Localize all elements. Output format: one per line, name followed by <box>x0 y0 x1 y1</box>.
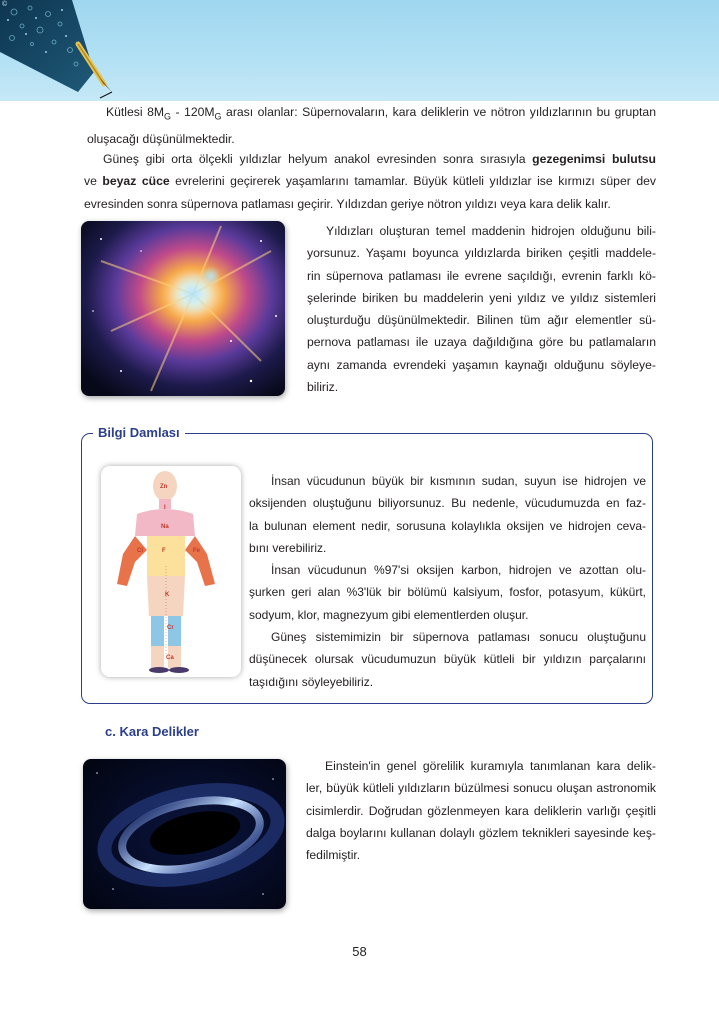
label-cl: Cl <box>137 548 143 554</box>
section-title-black-holes: c. Kara Delikler <box>105 724 199 739</box>
label-i: I <box>164 505 166 511</box>
info-box-text: İnsan vücudunun büyük bir kısmının sudan, suyun ise hidrojen ve oksijenden oluştuğunu biliyorsunuz. Bu nedenle, vücudumuzda en faz- la bulunan element nedir, sorusuna kolaylıkla oksijen ve hidrojen ceva- bını verebiliriz. İnsan vücudunun %97'si oksijen karbon, hidrojen ve azottan olu- şurken geri alan %3'lük bir bölümü kalsiyum, fosfor, potasyum, kükürt, sodyum, klor, magnezyum gibi elementlerden oluşur. Güneş sistemimizin bir süpernova patlaması sonucu oluştuğunu düşünecek olursak vücudumuzun büyük kütleli bir yıldızın parçalarını taşıdığını söyleyebiliriz. <box>249 474 646 689</box>
label-fe: Fe <box>193 548 201 554</box>
heavy-elements-paragraph: Yıldızları oluşturan temel maddenin hidrojen olduğunu bili- yorsunuz. Yaşamı boyunca yıldızlarda biriken çeşitli maddele- rin süpernova patlaması ile evrene saçıldığı, evrenin farklı kö- şelerinde biriken bu maddelerin yeni yıldız ve yıldız sistemleri oluşturduğu düşünülmektedir. Bilinen tüm ağır elementler sü- pernova patlaması ile uzaya dağıldığına göre bu patlamaların aynı zamanda evrendeki yaşamın kaynağı olduğunu söyleye- biliriz. <box>307 224 656 395</box>
label-k: K <box>165 592 170 598</box>
supernova-image <box>81 221 285 396</box>
label-ca: Ca <box>166 655 174 661</box>
human-body-elements-figure <box>101 466 241 677</box>
stellar-evolution-paragraph: Güneş gibi orta ölçekli yıldızlar helyum anakol evresinden sonra sırasıyla gezegenimsi bulutsu ve beyaz cüce evrelerini geçirerek yaşamlarını tamamlar. Büyük kütleli yıldızlar ise kırmızı süper dev evresinden sonra süpernova patlaması geçirir. Yıldızdan geriye nötron yıldızı veya kara delik kalır. <box>84 152 656 211</box>
black-hole-paragraph: Einstein'in genel görelilik kuramıyla tanımlanan kara delik- ler, büyük kütleli yıldızların büzülmesi sonucu oluşan astronomik cisimlerdir. Doğrudan gözlenmeyen kara deliklerin varlığı çeşitli dalga boylarını kullanan dolaylı gözlem teknikleri sayesinde keş- fedilmiştir. <box>306 759 656 863</box>
page-number: 58 <box>352 944 367 959</box>
label-cr: Cr <box>167 625 174 631</box>
fountain-pen-decoration-icon <box>0 0 120 101</box>
info-box-title: Bilgi Damlası <box>93 425 185 440</box>
intro-paragraph: Kütlesi $8M_G - 120M_G$ arası olanlar: Süpernovaların, kara deliklerin ve nötron yıldızlarının bu gruptan oluşacağı düşünülmektedir. <box>87 105 656 146</box>
copyright-icon: © <box>2 1 8 8</box>
label-na: Na <box>161 524 169 530</box>
label-zn: Zn <box>160 484 168 490</box>
black-hole-image <box>83 759 286 909</box>
label-f: F <box>162 548 166 554</box>
